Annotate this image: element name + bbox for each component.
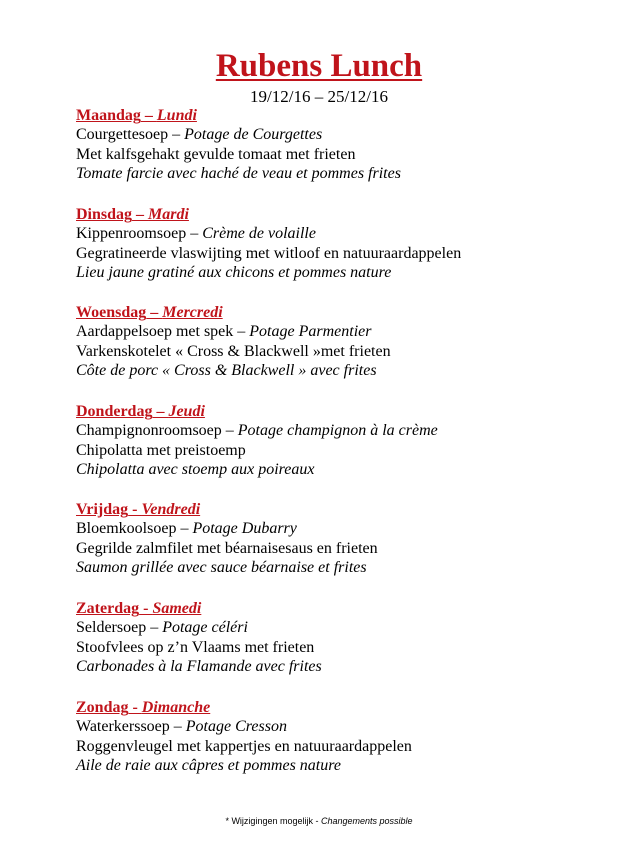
day-heading — [76, 500, 616, 519]
day-separator: – — [146, 304, 163, 321]
day-heading — [76, 698, 616, 717]
day-block-monday — [76, 106, 616, 184]
soup-fr: Crème de volaille — [202, 225, 316, 242]
soup-nl: Seldersoep — [76, 619, 147, 636]
day-name-fr: Mercredi — [162, 304, 223, 321]
soup-line — [76, 224, 616, 244]
soup-fr: Potage de Courgettes — [184, 126, 323, 143]
day-block-sunday — [76, 698, 616, 776]
soup-nl: Bloemkoolsoep — [76, 520, 177, 537]
soup-line — [76, 421, 616, 441]
day-block-friday — [76, 500, 616, 578]
soup-fr: Potage Dubarry — [192, 520, 297, 537]
day-separator: – — [132, 206, 149, 223]
soup-line — [76, 717, 616, 737]
main-course-nl: Stoofvlees op z’n Vlaams met frieten — [76, 638, 315, 656]
soup-separator: – — [176, 520, 193, 537]
day-block-wednesday — [76, 303, 616, 381]
soup-separator: – — [221, 422, 238, 439]
day-name-fr: Samedi — [152, 600, 202, 617]
soup-line — [76, 125, 616, 145]
day-separator: - — [139, 600, 153, 617]
menu-dates: 19/12/16 – 25/12/16 — [250, 87, 388, 106]
main-course-fr: Côte de porc « Cross & Blackwell » avec frites — [76, 362, 377, 379]
main-course-fr: Lieu jaune gratiné aux chicons et pommes nature — [76, 264, 392, 281]
menu-title: Rubens Lunch — [215, 48, 423, 84]
day-name-fr: Dimanche — [141, 699, 211, 716]
soup-fr: Potage céléri — [162, 619, 248, 636]
day-separator: – — [140, 107, 157, 124]
main-course-fr: Saumon grillée avec sauce béarnaise et frites — [76, 559, 367, 576]
soup-line — [76, 519, 616, 539]
main-course-nl: Chipolatta met preistoemp — [76, 441, 246, 459]
footnote — [0, 815, 638, 827]
soup-fr: Potage champignon à la crème — [237, 422, 438, 439]
day-name-nl: Woensdag — [76, 304, 147, 321]
day-heading — [76, 106, 616, 125]
day-name-fr: Vendredi — [141, 501, 201, 518]
soup-separator: – — [146, 619, 163, 636]
main-course-nl: Gegratineerde vlaswijting met witloof en natuuraardappelen — [76, 244, 462, 262]
day-block-tuesday — [76, 205, 616, 283]
day-separator: - — [128, 501, 142, 518]
day-block-thursday — [76, 402, 616, 480]
soup-separator: – — [186, 225, 203, 242]
day-name-fr: Jeudi — [168, 403, 205, 420]
day-name-nl: Maandag — [76, 107, 141, 124]
day-heading — [76, 599, 616, 618]
soup-separator: – — [169, 718, 186, 735]
soup-nl: Aardappelsoep met spek — [76, 323, 234, 340]
day-block-saturday — [76, 599, 616, 677]
soup-nl: Kippenroomsoep — [76, 225, 187, 242]
soup-nl: Champignonroomsoep — [76, 422, 222, 439]
day-name-fr: Lundi — [156, 107, 197, 124]
main-course-nl: Gegrilde zalmfilet met béarnaisesaus en frieten — [76, 539, 378, 557]
day-name-nl: Zaterdag — [76, 600, 140, 617]
main-course-fr: Aile de raie aux câpres et pommes nature — [76, 757, 341, 774]
day-separator: – — [152, 403, 169, 420]
soup-fr: Potage Cresson — [185, 718, 287, 735]
soup-separator: – — [168, 126, 185, 143]
soup-nl: Courgettesoep — [76, 126, 169, 143]
day-heading — [76, 303, 616, 322]
main-course-fr: Carbonades à la Flamande avec frites — [76, 658, 322, 675]
soup-fr: Potage Parmentier — [249, 323, 372, 340]
main-course-fr: Tomate farcie avec haché de veau et pommes frites — [76, 165, 401, 182]
day-heading — [76, 402, 616, 421]
main-course-nl: Varkenskotelet « Cross & Blackwell »met frieten — [76, 342, 391, 360]
soup-separator: – — [233, 323, 250, 340]
main-course-nl: Roggenvleugel met kappertjes en natuuraardappelen — [76, 737, 412, 755]
soup-nl: Waterkerssoep — [76, 718, 170, 735]
day-name-nl: Dinsdag — [76, 206, 133, 223]
day-name-fr: Mardi — [148, 206, 189, 223]
footnote-fr: Changements possible — [320, 816, 413, 826]
main-course-fr: Chipolatta avec stoemp aux poireaux — [76, 461, 315, 478]
day-name-nl: Donderdag — [76, 403, 153, 420]
footnote-nl: * Wijzigingen mogelijk - — [225, 816, 321, 826]
soup-line — [76, 618, 616, 638]
day-name-nl: Zondag — [76, 699, 129, 716]
soup-line — [76, 322, 616, 342]
main-course-nl: Met kalfsgehakt gevulde tomaat met frieten — [76, 145, 356, 163]
day-separator: - — [128, 699, 142, 716]
day-heading — [76, 205, 616, 224]
day-name-nl: Vrijdag — [76, 501, 129, 518]
